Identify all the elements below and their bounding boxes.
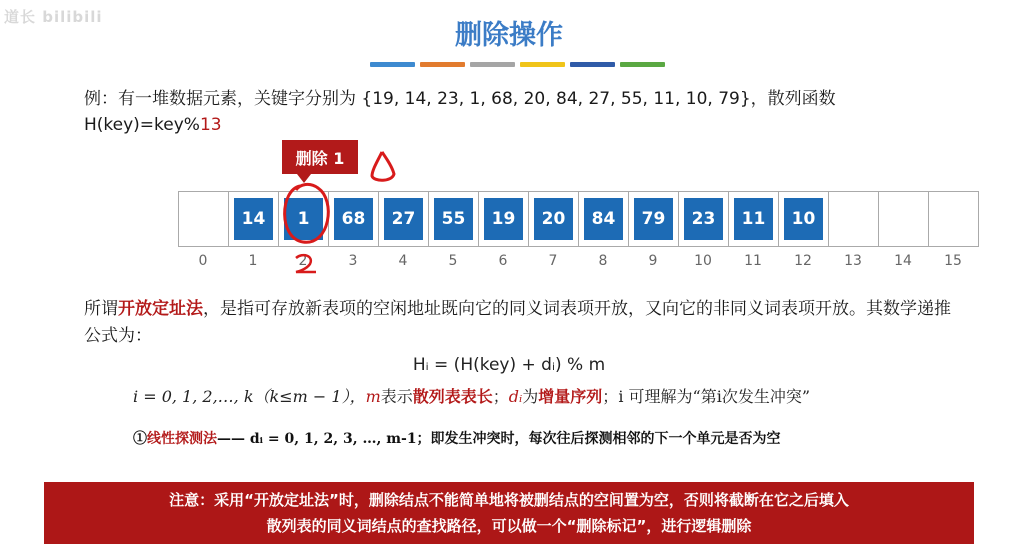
watermark: 道长 bilibili xyxy=(4,8,103,26)
definition-prefix: 所谓 xyxy=(84,299,118,319)
definition-body: ，是指可存放新表项的空闲地址既向它的同义词表项开放，又向它的非同义词表项开放。其数学递推公式为： xyxy=(84,299,951,346)
hash-cell xyxy=(229,192,279,246)
linear-probing-term: 线性探测法 xyxy=(147,431,217,447)
hash-cell xyxy=(779,192,829,246)
hash-cell-value: 27 xyxy=(384,198,423,240)
hash-cell xyxy=(529,192,579,246)
hash-cell xyxy=(879,192,929,246)
text-segment: ； xyxy=(492,387,509,406)
note-line-2: 散列表的同义词结点的查找路径，可以做一个“删除标记”，进行逻辑删除 xyxy=(266,517,752,535)
hash-cell xyxy=(429,192,479,246)
text-segment: 为 xyxy=(522,387,539,406)
increment-sequence-term: 增量序列 xyxy=(538,387,603,406)
hash-cell-value: 79 xyxy=(634,198,673,240)
hash-cell xyxy=(679,192,729,246)
hash-index: 11 xyxy=(744,253,762,269)
formula-explanation xyxy=(133,384,810,407)
example-line-1: 例：有一堆数据元素，关键字分别为 {19, 14, 23, 1, 68, 20, 84, 27, 55, 11, 10, 79}，散列函数 xyxy=(84,89,836,109)
hash-table xyxy=(178,191,979,247)
note-line-1: 注意：采用“开放定址法”时，删除结点不能简单地将被删结点的空间置为空，否则将截断在它之后填入 xyxy=(169,491,849,509)
hash-index: 1 xyxy=(248,253,258,269)
hash-cell-value: 1 xyxy=(284,198,323,240)
example-text xyxy=(84,86,836,138)
text-segment: ； xyxy=(602,387,619,406)
table-length-term: 散列表表长 xyxy=(412,387,493,406)
definition-term: 开放定址法 xyxy=(118,299,203,319)
linear-probing-desc: —— dᵢ = 0, 1, 2, 3, …, m-1；即发生冲突时，每次往后探测相邻的下一个单元是否为空 xyxy=(217,431,781,447)
color-bar xyxy=(420,62,465,67)
hash-cell-value: 11 xyxy=(734,198,773,240)
color-bar xyxy=(370,62,415,67)
hash-cell xyxy=(629,192,679,246)
hash-cell xyxy=(479,192,529,246)
hash-cell-value: 10 xyxy=(784,198,823,240)
color-bar xyxy=(470,62,515,67)
hash-cell xyxy=(579,192,629,246)
hash-cell-value: 55 xyxy=(434,198,473,240)
i-meaning: i 可理解为“第i次发生冲突” xyxy=(618,387,810,406)
hash-index: 4 xyxy=(398,253,408,269)
hash-cell xyxy=(279,192,329,246)
item-number: ① xyxy=(133,431,147,447)
hash-cell xyxy=(929,192,979,246)
m-symbol: m xyxy=(365,387,381,406)
hash-cell-value: 19 xyxy=(484,198,523,240)
color-bar xyxy=(620,62,665,67)
text-segment: 表示 xyxy=(380,387,413,406)
hash-cell-value: 20 xyxy=(534,198,573,240)
hash-function: H(key)=key% xyxy=(84,115,200,135)
linear-probing-line xyxy=(133,428,781,448)
hash-cell-value: 84 xyxy=(584,198,623,240)
definition-paragraph xyxy=(84,296,964,350)
hash-modulus: 13 xyxy=(199,115,222,135)
hash-index: 10 xyxy=(694,253,712,269)
di-symbol: dᵢ xyxy=(508,387,523,406)
hash-index: 0 xyxy=(198,253,208,269)
color-bar xyxy=(520,62,565,67)
hash-index: 15 xyxy=(944,253,962,269)
hash-index: 8 xyxy=(598,253,608,269)
recurrence-formula: Hᵢ = (H(key) + dᵢ) % m xyxy=(412,355,606,375)
hash-index: 2 xyxy=(298,253,308,269)
hash-cell xyxy=(379,192,429,246)
hash-cell xyxy=(329,192,379,246)
i-range: i = 0, 1, 2,…, k（k≤m − 1）， xyxy=(133,387,366,406)
delete-callout: 删除 1 xyxy=(282,140,358,174)
hash-cell xyxy=(729,192,779,246)
hash-cell xyxy=(829,192,879,246)
color-bars xyxy=(370,62,665,67)
slide-title: 删除操作 xyxy=(455,20,563,51)
hash-index: 13 xyxy=(844,253,862,269)
hash-index: 12 xyxy=(794,253,812,269)
hash-cell-value: 23 xyxy=(684,198,723,240)
warning-note xyxy=(44,482,974,544)
hand-drawn-mark xyxy=(372,152,394,180)
color-bar xyxy=(570,62,615,67)
hash-cell-value: 14 xyxy=(234,198,273,240)
hash-cell xyxy=(179,192,229,246)
hash-index: 9 xyxy=(648,253,658,269)
hash-index: 5 xyxy=(448,253,458,269)
hash-index: 7 xyxy=(548,253,558,269)
hash-index: 14 xyxy=(894,253,912,269)
hash-index: 6 xyxy=(498,253,508,269)
hash-index: 3 xyxy=(348,253,358,269)
hash-table-indices xyxy=(178,253,978,269)
example-line-2 xyxy=(84,112,836,138)
hash-cell-value: 68 xyxy=(334,198,373,240)
